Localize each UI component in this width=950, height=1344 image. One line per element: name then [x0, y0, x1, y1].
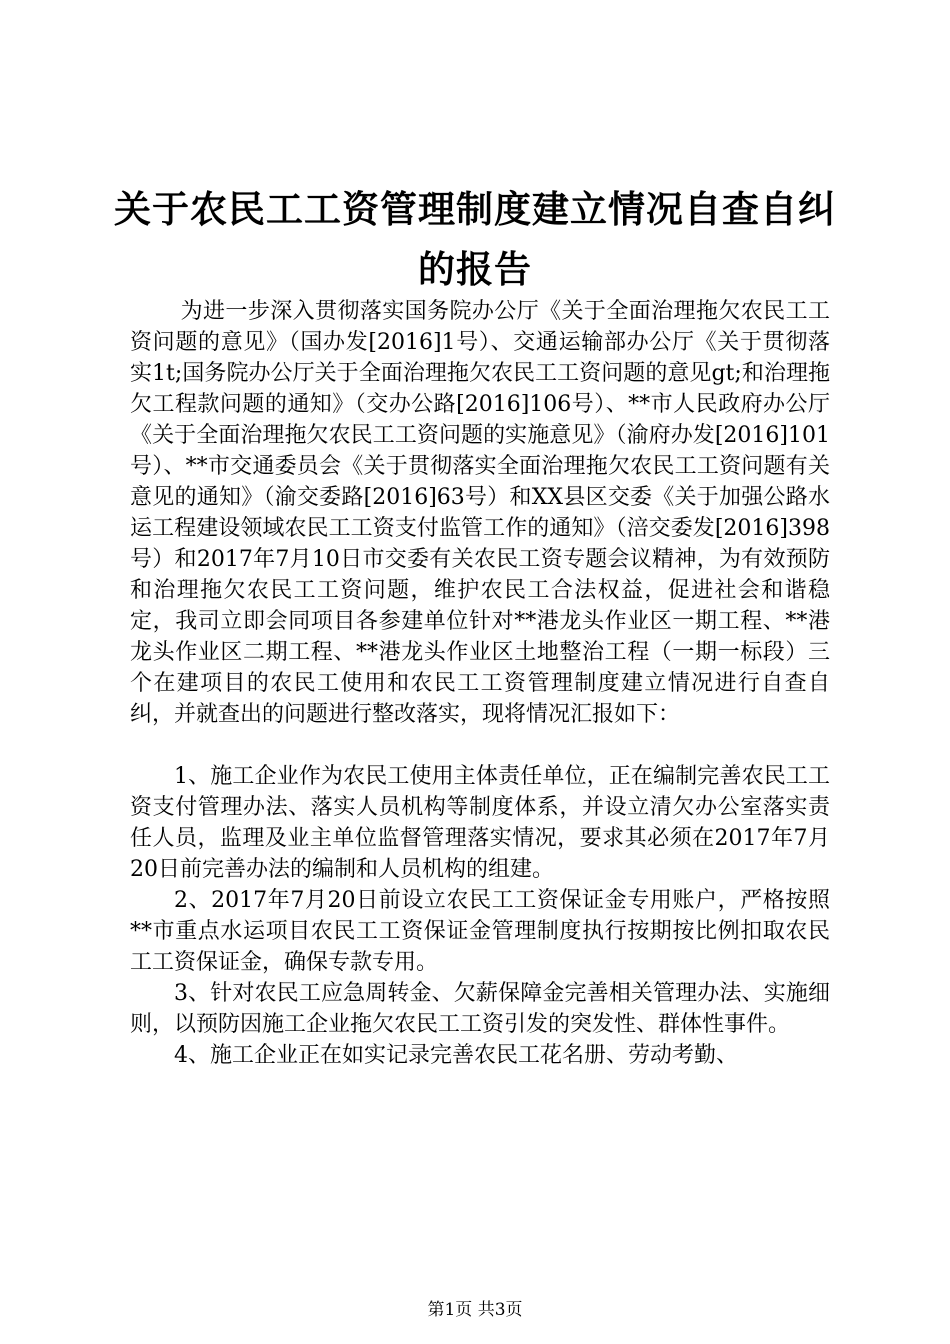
page-footer: 第1页 共3页	[427, 1300, 523, 1320]
list-item: 3、针对农民工应急周转金、欠薪保障金完善相关管理办法、实施细则，以预防因施工企业拖欠农民工工资引发的突发性、群体性事件。	[130, 981, 830, 1037]
list-item: 2、2017年7月20日前设立农民工工资保证金专用账户，严格按照**市重点水运项目农民工工资保证金管理制度执行按期按比例扣取农民工工资保证金，确保专款专用。	[130, 888, 830, 975]
intro-paragraph: 为进一步深入贯彻落实国务院办公厅《关于全面治理拖欠农民工工资问题的意见》（国办发[2016]1号）、交通运输部办公厅《关于贯彻落实1t;国务院办公厅关于全面治理拖欠农民工工资问题的意见gt;和治理拖欠工程款问题的通知》（交办公路[2016]106号）、**市人民政府办公厅《关于全面治理拖欠农民工工资问题的实施意见》（渝府办发[2016]101号）、**市交通委员会《关于贯彻落实全面治理拖欠农民工工资问题有关意见的通知》（渝交委路[2016]63号）和XX县区交委《关于加强公路水运工程建设领域农民工工资支付监管工作的通知》（涪交委发[2016]398号）和2017年7月10日市交委有关农民工资专题会议精神，为有效预防和治理拖欠农民工工资问题，维护农民工合法权益，促进社会和谐稳定，我司立即会同项目各参建单位针对**港龙头作业区一期工程、**港龙头作业区二期工程、**港龙头作业区土地整治工程（一期一标段）三个在建项目的农民工使用和农民工工资管理制度建立情况进行自查自纠，并就查出的问题进行整改落实，现将情况汇报如下：	[130, 299, 830, 727]
document-body	[130, 296, 830, 1071]
list-item: 4、施工企业正在如实记录完善农民工花名册、劳动考勤、	[174, 1043, 738, 1068]
paragraph-spacer	[130, 730, 830, 761]
list-item: 1、施工企业作为农民工使用主体责任单位，正在编制完善农民工工资支付管理办法、落实人员机构等制度体系，并设立清欠办公室落实责任人员，监理及业主单位监督管理落实情况，要求其必须在2017年7月20日前完善办法的编制和人员机构的组建。	[130, 764, 830, 882]
document-title: 关于农民工工资管理制度建立情况自查自纠的报告	[114, 188, 836, 291]
